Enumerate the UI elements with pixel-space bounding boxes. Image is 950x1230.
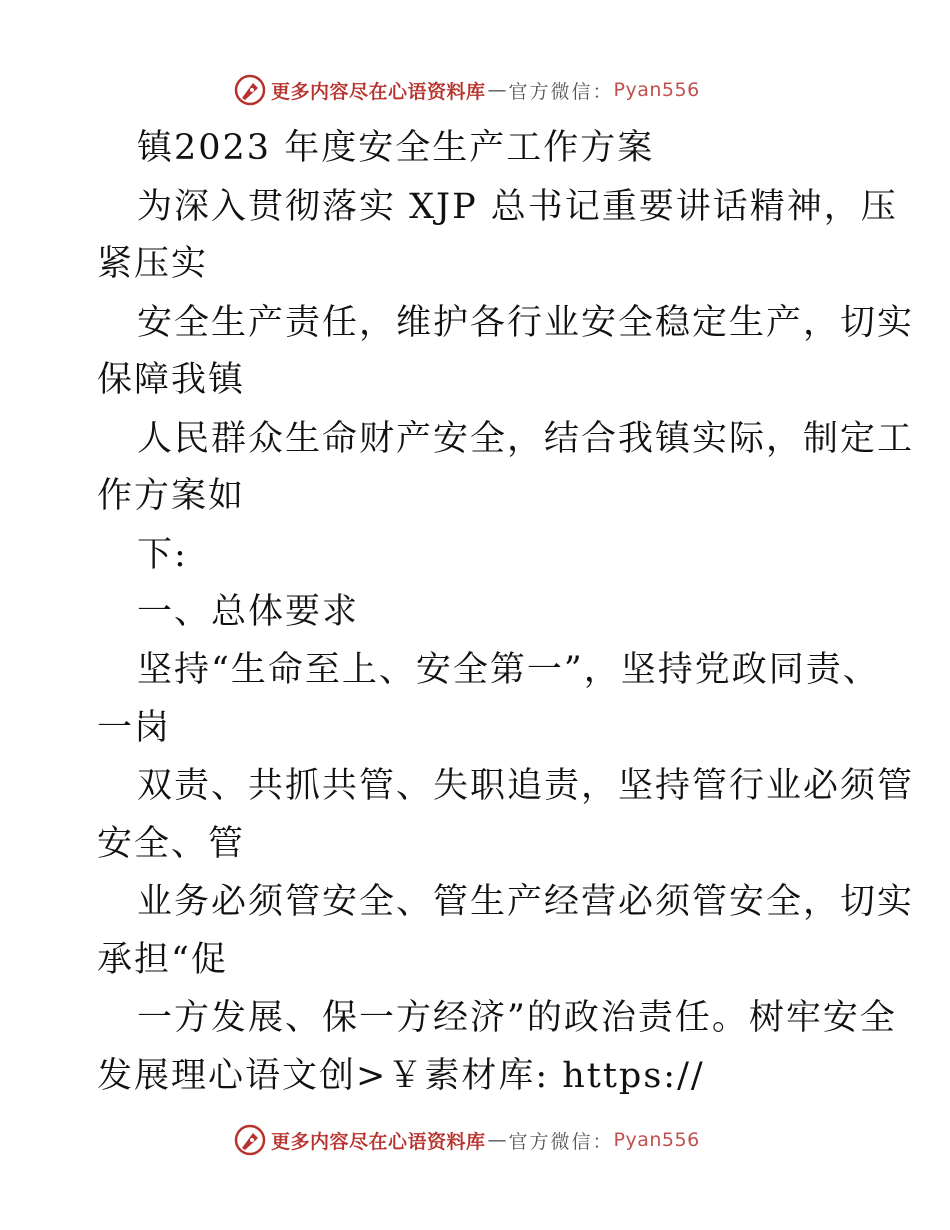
pen-nib-logo-icon <box>233 73 267 107</box>
watermark-dash: — <box>487 1129 507 1151</box>
watermark-official-label: 官方微信： <box>508 80 614 103</box>
paragraph-line: 双责、共抓共管、失职追责，坚持管行业必须管 <box>137 766 915 806</box>
paragraph-line: 为深入贯彻落实 XJP 总书记重要讲话精神，压 <box>137 187 898 227</box>
watermark-text: 更多内容尽在心语资料库 <box>271 1130 486 1153</box>
watermark-official-label: 官方微信： <box>508 1130 614 1153</box>
watermark-wechat-id: Pyan556 <box>613 1129 700 1151</box>
watermark-text: 更多内容尽在心语资料库 <box>271 80 486 103</box>
paragraph-line: 安全、管 <box>97 824 246 864</box>
paragraph-line: 下: <box>137 535 188 575</box>
paragraph-line: 人民群众生命财产安全，结合我镇实际，制定工 <box>137 419 915 459</box>
paragraph-line: 业务必须管安全、管生产经营必须管安全，切实 <box>137 882 915 922</box>
watermark-banner-top <box>233 70 700 110</box>
watermark-wechat-id: Pyan556 <box>613 79 700 101</box>
paragraph-line: 承担“促 <box>97 940 228 980</box>
section-heading: 一、总体要求 <box>137 592 360 632</box>
pen-nib-logo-icon <box>233 1123 267 1157</box>
paragraph-line: 发展理心语文创>￥素材库: https:// <box>97 1056 705 1096</box>
document-title: 镇2023 年度安全生产工作方案 <box>137 128 655 168</box>
watermark-banner-bottom <box>233 1120 700 1160</box>
watermark-dash: — <box>487 79 507 101</box>
paragraph-line: 坚持“生命至上、安全第一”，坚持党政同责、 <box>137 650 880 690</box>
paragraph-line: 安全生产责任，维护各行业安全稳定生产，切实 <box>137 303 915 343</box>
paragraph-line: 一方发展、保一方经济”的政治责任。树牢安全 <box>137 998 897 1038</box>
paragraph-line: 一岗 <box>97 708 172 748</box>
paragraph-line: 作方案如 <box>97 476 246 516</box>
paragraph-line: 保障我镇 <box>97 360 246 400</box>
paragraph-line: 紧压实 <box>97 244 209 284</box>
